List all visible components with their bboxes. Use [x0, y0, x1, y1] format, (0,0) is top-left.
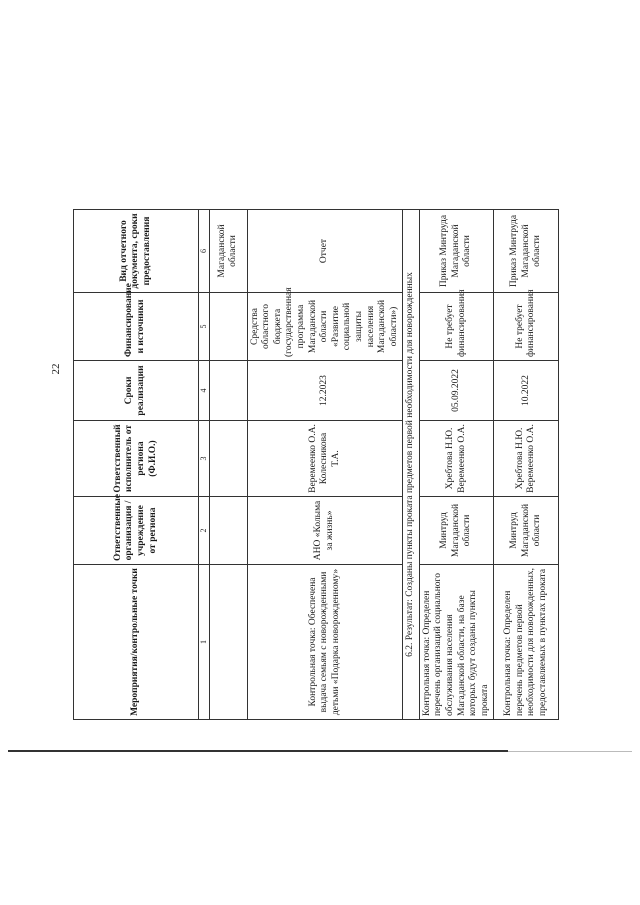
report-cell: Приказ Минтруда Магаданской области: [419, 210, 493, 293]
table-row: [419, 30, 493, 720]
financing-cell: Не требует финансирования: [494, 293, 559, 361]
col-number: 5: [199, 293, 210, 361]
col-number: 2: [199, 497, 210, 565]
col-number: 6: [199, 210, 210, 293]
financing-cell: Средства областного бюджета (государственная программа Магаданской области «Развитие социальной защиты населения Магаданской области»): [247, 293, 403, 361]
activity-cell: Контрольная точка: Обеспечена выдача семьям с новорожденными детьми «Подарка новорожденному»: [247, 565, 403, 720]
executor-cell: Хребтова Н.Ю. Веремеенко О.А.: [419, 421, 493, 497]
org-cell: Минтруд Магаданской области: [494, 497, 559, 565]
result-heading: 6.2. Результат: Созданы пункты проката предметов первой необходимости для новорожденных: [403, 210, 420, 720]
report-cell: Отчет: [247, 210, 403, 293]
header-activity: Мероприятия/контрольные точки: [74, 565, 199, 720]
rotated-table-wrapper: [73, 30, 548, 720]
col-number: 1: [199, 565, 210, 720]
deadline-cell: 10.2022: [494, 361, 559, 421]
activity-cell: Контрольная точка: Определен перечень организаций социального обслуживания населения Магаданской области, на базе которых будут созданы пункты проката: [419, 565, 493, 720]
table-row: [494, 30, 559, 720]
deadline-cell: 12.2023: [247, 361, 403, 421]
table-frame: [73, 30, 548, 720]
result-row: [403, 30, 420, 720]
page-number: 22: [50, 363, 62, 375]
executor-cell: Веремеенко О.А. Колесникова Т.А.: [247, 421, 403, 497]
carry-over-report: Магаданской области: [209, 210, 247, 293]
col-number: 4: [199, 361, 210, 421]
header-report: Вид отчетного документа, сроки предоставления: [74, 210, 199, 293]
header-financing: Финансирование и источники: [74, 293, 199, 361]
action-plan-table: [73, 30, 559, 721]
header-executor: Ответственный исполнитель от региона (Ф.И.О.): [74, 421, 199, 497]
activity-cell: Контрольная точка: Определен перечень предметов первой необходимости для новорожденных, предоставляемых в пунктах проката: [494, 565, 559, 720]
header-deadline: Сроки реализации: [74, 361, 199, 421]
bottom-rule: [8, 750, 508, 752]
header-row: [74, 30, 199, 720]
header-org: Ответственные организация / учреждение от региона: [74, 497, 199, 565]
bottom-rule-faint: [508, 751, 632, 752]
report-cell: Приказ Минтруда Магаданской области: [494, 210, 559, 293]
col-number: 3: [199, 421, 210, 497]
org-cell: Минтруд Магаданской области: [419, 497, 493, 565]
executor-cell: Хребтова Н.Ю. Веремеенко О.А.: [494, 421, 559, 497]
deadline-cell: 05.09.2022: [419, 361, 493, 421]
org-cell: АНО «Колыма за жизнь»: [247, 497, 403, 565]
financing-cell: Не требует финансирования: [419, 293, 493, 361]
